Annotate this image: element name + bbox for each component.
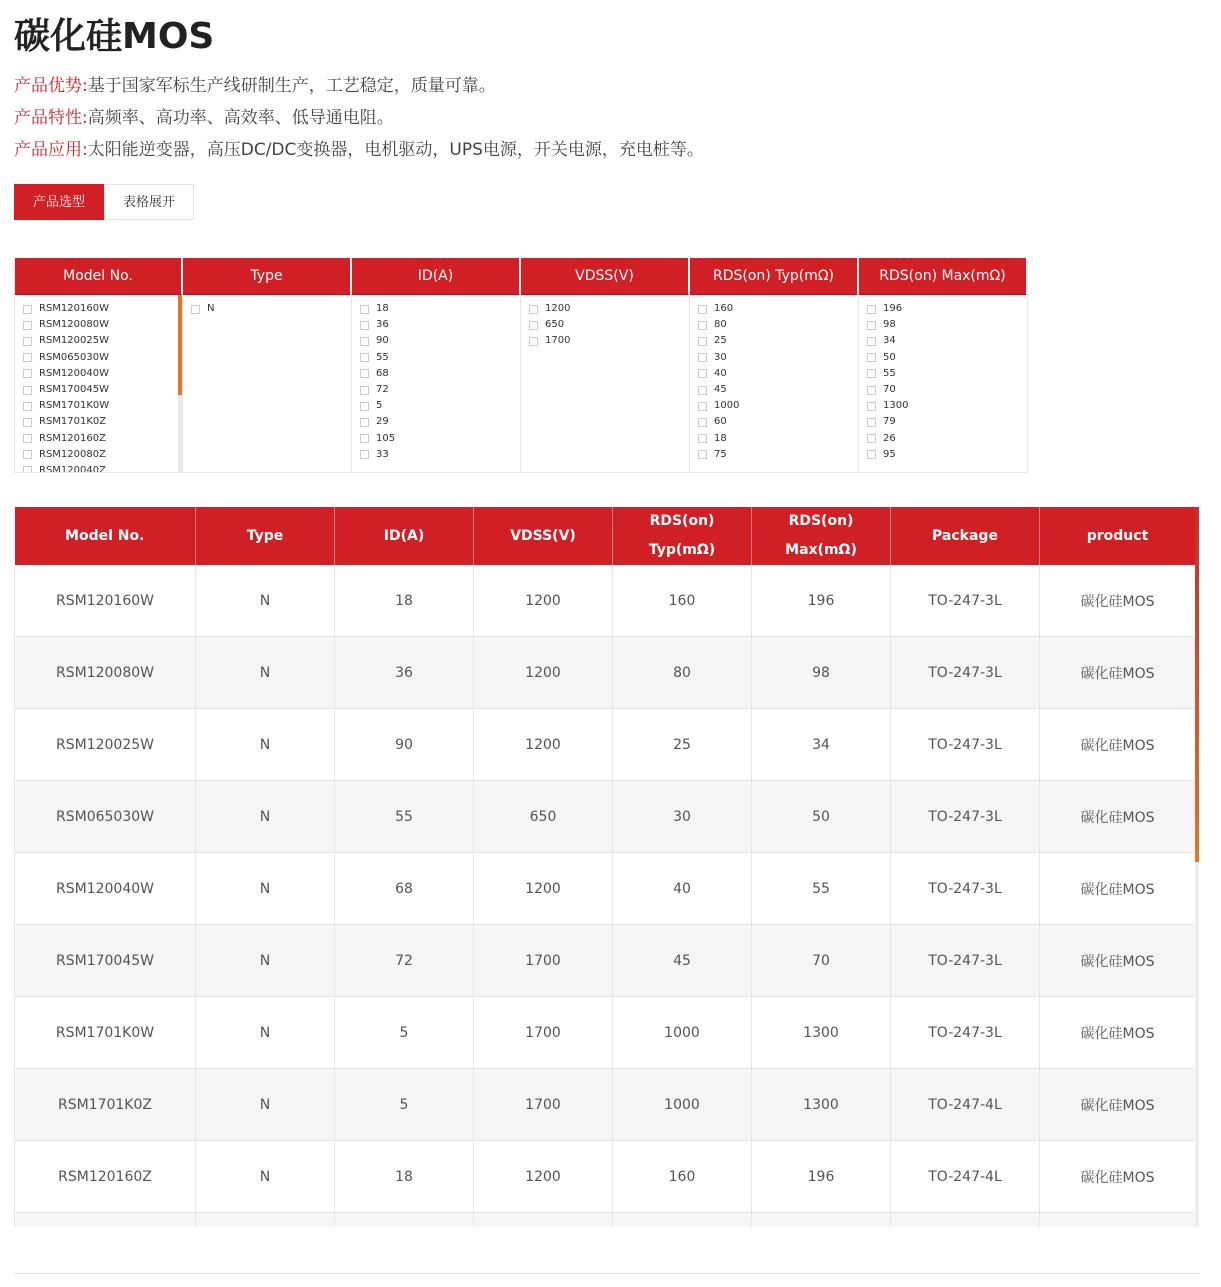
- checkbox[interactable]: [360, 321, 369, 330]
- filter-options: [352, 295, 520, 473]
- filter-option-label: 1000: [714, 400, 740, 412]
- filter-option[interactable]: [15, 366, 182, 382]
- checkbox[interactable]: [23, 418, 32, 427]
- checkbox[interactable]: [23, 353, 32, 362]
- cell-package: TO-247-3L: [891, 925, 1040, 997]
- cell-id: 5: [335, 1069, 474, 1141]
- checkbox[interactable]: [698, 434, 707, 443]
- cell-type: N: [196, 781, 335, 853]
- col-header-model[interactable]: Model No.: [15, 507, 196, 565]
- table-row[interactable]: [15, 997, 1196, 1069]
- filter-option-label: 36: [376, 319, 389, 331]
- filter-option[interactable]: [183, 301, 351, 317]
- filter-option[interactable]: [859, 301, 1027, 317]
- table-row[interactable]: [15, 637, 1196, 709]
- filter-option[interactable]: [690, 317, 858, 333]
- filter-option[interactable]: [859, 333, 1027, 349]
- filter-header: Type: [183, 258, 351, 295]
- filter-option-label: RSM120040W: [39, 367, 109, 379]
- feature-application: [14, 136, 704, 168]
- cell-vdss: 650: [474, 781, 613, 853]
- filter-options: [859, 295, 1027, 473]
- cell-id: [335, 1213, 474, 1228]
- checkbox[interactable]: [191, 305, 200, 314]
- cell-model: RSM120160W: [15, 565, 196, 637]
- filter-option-label: 98: [883, 319, 896, 331]
- cell-id: 90: [335, 709, 474, 781]
- feature-advantage: [14, 72, 704, 104]
- cell-package: TO-247-3L: [891, 709, 1040, 781]
- filter-option-label: 30: [714, 351, 727, 363]
- cell-product: 碳化硅MOS: [1040, 565, 1196, 637]
- filter-options: [15, 295, 182, 473]
- checkbox[interactable]: [867, 402, 876, 411]
- cell-id: 68: [335, 853, 474, 925]
- cell-rds-max: 34: [752, 709, 891, 781]
- cell-id: 5: [335, 997, 474, 1069]
- cell-rds-max: 196: [752, 1141, 891, 1213]
- cell-model: RSM120160Z: [15, 1141, 196, 1213]
- feature-label: 产品优势:: [14, 76, 88, 96]
- filter-scrollbar[interactable]: [178, 295, 182, 473]
- filter-option[interactable]: [352, 301, 520, 317]
- cell-model: RSM120080W: [15, 637, 196, 709]
- header-line: RDS(on): [788, 513, 854, 529]
- filter-option[interactable]: [690, 366, 858, 382]
- filter-option[interactable]: [15, 431, 182, 447]
- filter-option[interactable]: [859, 366, 1027, 382]
- filter-options: [690, 295, 858, 473]
- filter-option[interactable]: [521, 333, 689, 349]
- filter-option-label: 1700: [545, 335, 571, 347]
- feature-label: 产品应用:: [14, 140, 88, 160]
- filter-option-label: N: [207, 303, 215, 315]
- filter-option[interactable]: [352, 447, 520, 463]
- cell-rds-typ: 1000: [613, 1069, 752, 1141]
- tab-product-selection[interactable]: 产品选型: [14, 184, 104, 220]
- checkbox[interactable]: [360, 369, 369, 378]
- feature-text: 基于国家军标生产线研制生产，工艺稳定，质量可靠。: [87, 76, 496, 96]
- cell-package: TO-247-3L: [891, 853, 1040, 925]
- filter-option-label: RSM170045W: [39, 384, 109, 396]
- filter-column: [14, 258, 183, 473]
- table-row[interactable]: [15, 1069, 1196, 1141]
- scrollbar-thumb[interactable]: [1195, 507, 1199, 862]
- filter-option-label: 79: [883, 416, 896, 428]
- filter-option-label: 40: [714, 367, 727, 379]
- table-body: [15, 565, 1196, 1227]
- filter-option[interactable]: [690, 431, 858, 447]
- cell-product: 碳化硅MOS: [1040, 1141, 1196, 1213]
- cell-package: TO-247-3L: [891, 565, 1040, 637]
- filter-option-label: RSM065030W: [39, 351, 109, 363]
- checkbox[interactable]: [867, 369, 876, 378]
- filter-option-label: 26: [883, 432, 896, 444]
- checkbox[interactable]: [698, 450, 707, 459]
- filter-option-label: 5: [376, 400, 383, 412]
- cell-type: N: [196, 709, 335, 781]
- filter-option-label: RSM120160W: [39, 303, 109, 315]
- checkbox[interactable]: [698, 337, 707, 346]
- col-header-package[interactable]: Package: [891, 507, 1040, 565]
- checkbox[interactable]: [23, 386, 32, 395]
- cell-rds-typ: 1000: [613, 997, 752, 1069]
- view-tabs: [14, 184, 194, 220]
- filter-option[interactable]: [15, 317, 182, 333]
- filter-option[interactable]: [859, 350, 1027, 366]
- filter-option[interactable]: [352, 431, 520, 447]
- checkbox[interactable]: [867, 434, 876, 443]
- filter-option-label: 75: [714, 448, 727, 460]
- table-row[interactable]: [15, 925, 1196, 997]
- header-line: RDS(on): [649, 513, 715, 529]
- checkbox[interactable]: [867, 450, 876, 459]
- feature-text: 太阳能逆变器，高压DC/DC变换器，电机驱动，UPS电源，开关电源，充电桩等。: [87, 140, 704, 160]
- checkbox[interactable]: [698, 418, 707, 427]
- checkbox[interactable]: [23, 402, 32, 411]
- filter-option[interactable]: [15, 447, 182, 463]
- filter-column: [183, 258, 352, 473]
- cell-model: RSM1701K0Z: [15, 1069, 196, 1141]
- product-features: [14, 72, 704, 168]
- filter-column: [859, 258, 1028, 473]
- cell-vdss: 1200: [474, 709, 613, 781]
- col-header-rds-max[interactable]: [752, 507, 891, 565]
- filter-option-label: 34: [883, 335, 896, 347]
- cell-model: RSM1701K0W: [15, 997, 196, 1069]
- cell-rds-typ: 30: [613, 781, 752, 853]
- filter-option-label: 25: [714, 335, 727, 347]
- filter-option-label: RSM1701K0Z: [39, 416, 107, 428]
- cell-product: 碳化硅MOS: [1040, 781, 1196, 853]
- checkbox[interactable]: [698, 402, 707, 411]
- cell-type: N: [196, 997, 335, 1069]
- cell-package: TO-247-4L: [891, 1069, 1040, 1141]
- table-row[interactable]: [15, 709, 1196, 781]
- checkbox[interactable]: [529, 321, 538, 330]
- filter-option[interactable]: [15, 463, 182, 473]
- cell-id: 18: [335, 1141, 474, 1213]
- checkbox[interactable]: [360, 353, 369, 362]
- filter-option-label: 50: [883, 351, 896, 363]
- cell-rds-max: 70: [752, 925, 891, 997]
- cell-rds-max: [752, 1213, 891, 1228]
- col-header-type[interactable]: Type: [196, 507, 335, 565]
- filter-option[interactable]: [859, 447, 1027, 463]
- table-row[interactable]: [15, 853, 1196, 925]
- cell-vdss: [474, 1213, 613, 1228]
- checkbox[interactable]: [867, 386, 876, 395]
- filter-option-label: 1300: [883, 400, 909, 412]
- table-scrollbar[interactable]: [1195, 507, 1199, 1227]
- feature-text: 高频率、高功率、高效率、低导通电阻。: [87, 108, 394, 128]
- cell-vdss: 1200: [474, 1141, 613, 1213]
- filter-option[interactable]: [690, 398, 858, 414]
- cell-rds-max: 55: [752, 853, 891, 925]
- cell-package: TO-247-3L: [891, 781, 1040, 853]
- filter-option[interactable]: [352, 382, 520, 398]
- filter-panel: [14, 258, 1028, 473]
- checkbox[interactable]: [360, 450, 369, 459]
- cell-rds-max: 1300: [752, 997, 891, 1069]
- filter-option[interactable]: [521, 317, 689, 333]
- cell-vdss: 1200: [474, 637, 613, 709]
- filter-option[interactable]: [15, 414, 182, 430]
- filter-option-label: 160: [714, 303, 734, 315]
- feature-label: 产品特性:: [14, 108, 88, 128]
- checkbox[interactable]: [23, 466, 32, 473]
- cell-id: 36: [335, 637, 474, 709]
- filter-option[interactable]: [15, 350, 182, 366]
- checkbox[interactable]: [360, 402, 369, 411]
- col-header-rds-typ[interactable]: [613, 507, 752, 565]
- filter-option-label: 70: [883, 384, 896, 396]
- filter-option-label: 29: [376, 416, 389, 428]
- filter-option-label: 33: [376, 448, 389, 460]
- product-table-container[interactable]: [14, 507, 1199, 1227]
- cell-product: 碳化硅MOS: [1040, 1069, 1196, 1141]
- filter-column: [690, 258, 859, 473]
- checkbox[interactable]: [23, 450, 32, 459]
- filter-option[interactable]: [352, 350, 520, 366]
- cell-type: N: [196, 1069, 335, 1141]
- tab-expand-table[interactable]: 表格展开: [104, 184, 194, 220]
- filter-header: RDS(on) Typ(mΩ): [690, 258, 858, 295]
- filter-option[interactable]: [859, 414, 1027, 430]
- checkbox[interactable]: [698, 321, 707, 330]
- filter-option-label: 18: [714, 432, 727, 444]
- checkbox[interactable]: [867, 337, 876, 346]
- filter-option-label: 95: [883, 448, 896, 460]
- filter-option[interactable]: [690, 333, 858, 349]
- table-row[interactable]: [15, 781, 1196, 853]
- cell-type: N: [196, 925, 335, 997]
- filter-option[interactable]: [352, 333, 520, 349]
- filter-header: VDSS(V): [521, 258, 689, 295]
- cell-product: 碳化硅MOS: [1040, 637, 1196, 709]
- filter-option[interactable]: [352, 414, 520, 430]
- col-header-id[interactable]: ID(A): [335, 507, 474, 565]
- cell-vdss: 1200: [474, 853, 613, 925]
- cell-product: 碳化硅MOS: [1040, 997, 1196, 1069]
- cell-vdss: 1700: [474, 997, 613, 1069]
- checkbox[interactable]: [867, 321, 876, 330]
- checkbox[interactable]: [360, 434, 369, 443]
- checkbox[interactable]: [698, 353, 707, 362]
- cell-product: 碳化硅MOS: [1040, 853, 1196, 925]
- checkbox[interactable]: [23, 434, 32, 443]
- cell-type: N: [196, 637, 335, 709]
- cell-rds-typ: 40: [613, 853, 752, 925]
- cell-type: [196, 1213, 335, 1228]
- filter-option[interactable]: [690, 382, 858, 398]
- cell-rds-max: 196: [752, 565, 891, 637]
- checkbox[interactable]: [698, 369, 707, 378]
- checkbox[interactable]: [867, 418, 876, 427]
- filter-option[interactable]: [352, 398, 520, 414]
- filter-option-label: RSM120080Z: [39, 448, 106, 460]
- cell-model: RSM065030W: [15, 781, 196, 853]
- cell-id: 72: [335, 925, 474, 997]
- filter-option-label: 196: [883, 303, 903, 315]
- header-line: Max(mΩ): [785, 542, 857, 558]
- filter-option-label: 72: [376, 384, 389, 396]
- filter-option-label: 60: [714, 416, 727, 428]
- cell-package: TO-247-4L: [891, 1141, 1040, 1213]
- feature-characteristics: [14, 104, 704, 136]
- filter-option[interactable]: [859, 398, 1027, 414]
- checkbox[interactable]: [698, 386, 707, 395]
- filter-option-label: 105: [376, 432, 396, 444]
- filter-option[interactable]: [352, 366, 520, 382]
- filter-option-label: 68: [376, 367, 389, 379]
- cell-product: 碳化硅MOS: [1040, 925, 1196, 997]
- cell-model: [15, 1213, 196, 1228]
- filter-option[interactable]: [521, 301, 689, 317]
- divider: [14, 1273, 1199, 1274]
- filter-option-label: RSM120160Z: [39, 432, 106, 444]
- col-header-product[interactable]: product: [1040, 507, 1196, 565]
- checkbox[interactable]: [23, 321, 32, 330]
- filter-option[interactable]: [15, 301, 182, 317]
- cell-rds-max: 1300: [752, 1069, 891, 1141]
- checkbox[interactable]: [360, 305, 369, 314]
- filter-option-label: 80: [714, 319, 727, 331]
- filter-option-label: RSM120040Z: [39, 464, 106, 473]
- cell-rds-typ: 25: [613, 709, 752, 781]
- cell-type: N: [196, 853, 335, 925]
- cell-rds-typ: 45: [613, 925, 752, 997]
- table-row[interactable]: [15, 1141, 1196, 1213]
- filter-option[interactable]: [690, 301, 858, 317]
- filter-option[interactable]: [690, 350, 858, 366]
- checkbox[interactable]: [529, 305, 538, 314]
- filter-column: [352, 258, 521, 473]
- table-header-row: [15, 507, 1196, 565]
- cell-product: [1040, 1213, 1196, 1228]
- checkbox[interactable]: [867, 353, 876, 362]
- filter-option-label: 90: [376, 335, 389, 347]
- filter-option-label: 650: [545, 319, 565, 331]
- checkbox[interactable]: [360, 337, 369, 346]
- filter-header: RDS(on) Max(mΩ): [859, 258, 1027, 295]
- filter-option-label: 55: [376, 351, 389, 363]
- cell-type: N: [196, 1141, 335, 1213]
- filter-options: [183, 295, 351, 473]
- cell-vdss: 1700: [474, 925, 613, 997]
- checkbox[interactable]: [360, 418, 369, 427]
- filter-header: ID(A): [352, 258, 520, 295]
- filter-option-label: 45: [714, 384, 727, 396]
- filter-option-label: 18: [376, 303, 389, 315]
- filter-option[interactable]: [15, 333, 182, 349]
- checkbox[interactable]: [23, 369, 32, 378]
- cell-package: [891, 1213, 1040, 1228]
- filter-option-label: 55: [883, 367, 896, 379]
- cell-model: RSM120025W: [15, 709, 196, 781]
- filter-option[interactable]: [690, 447, 858, 463]
- cell-rds-max: 98: [752, 637, 891, 709]
- filter-options: [521, 295, 689, 473]
- filter-option-label: 1200: [545, 303, 571, 315]
- cell-rds-typ: [613, 1213, 752, 1228]
- filter-option[interactable]: [859, 317, 1027, 333]
- cell-type: N: [196, 565, 335, 637]
- filter-option[interactable]: [859, 382, 1027, 398]
- table-row[interactable]: [15, 565, 1196, 637]
- checkbox[interactable]: [23, 337, 32, 346]
- cell-model: RSM120040W: [15, 853, 196, 925]
- cell-rds-typ: 80: [613, 637, 752, 709]
- cell-rds-typ: 160: [613, 1141, 752, 1213]
- filter-column: [521, 258, 690, 473]
- col-header-vdss[interactable]: VDSS(V): [474, 507, 613, 565]
- filter-option[interactable]: [15, 398, 182, 414]
- cell-vdss: 1700: [474, 1069, 613, 1141]
- table-row[interactable]: [15, 1213, 1196, 1228]
- cell-id: 55: [335, 781, 474, 853]
- cell-package: TO-247-3L: [891, 997, 1040, 1069]
- header-line: Typ(mΩ): [648, 542, 716, 558]
- filter-option-label: RSM120080W: [39, 319, 109, 331]
- checkbox[interactable]: [867, 305, 876, 314]
- checkbox[interactable]: [360, 386, 369, 395]
- cell-vdss: 1200: [474, 565, 613, 637]
- filter-option[interactable]: [352, 317, 520, 333]
- checkbox[interactable]: [23, 305, 32, 314]
- checkbox[interactable]: [698, 305, 707, 314]
- filter-option-label: RSM1701K0W: [39, 400, 110, 412]
- filter-option[interactable]: [15, 382, 182, 398]
- cell-model: RSM170045W: [15, 925, 196, 997]
- cell-rds-max: 50: [752, 781, 891, 853]
- filter-header: Model No.: [15, 258, 182, 295]
- cell-product: 碳化硅MOS: [1040, 709, 1196, 781]
- scrollbar-thumb[interactable]: [178, 295, 182, 395]
- checkbox[interactable]: [529, 337, 538, 346]
- filter-option[interactable]: [690, 414, 858, 430]
- filter-option-label: RSM120025W: [39, 335, 109, 347]
- cell-rds-typ: 160: [613, 565, 752, 637]
- product-table: [14, 507, 1196, 1227]
- filter-option[interactable]: [859, 431, 1027, 447]
- cell-id: 18: [335, 565, 474, 637]
- page-title: 碳化硅MOS: [14, 16, 215, 57]
- cell-package: TO-247-3L: [891, 637, 1040, 709]
